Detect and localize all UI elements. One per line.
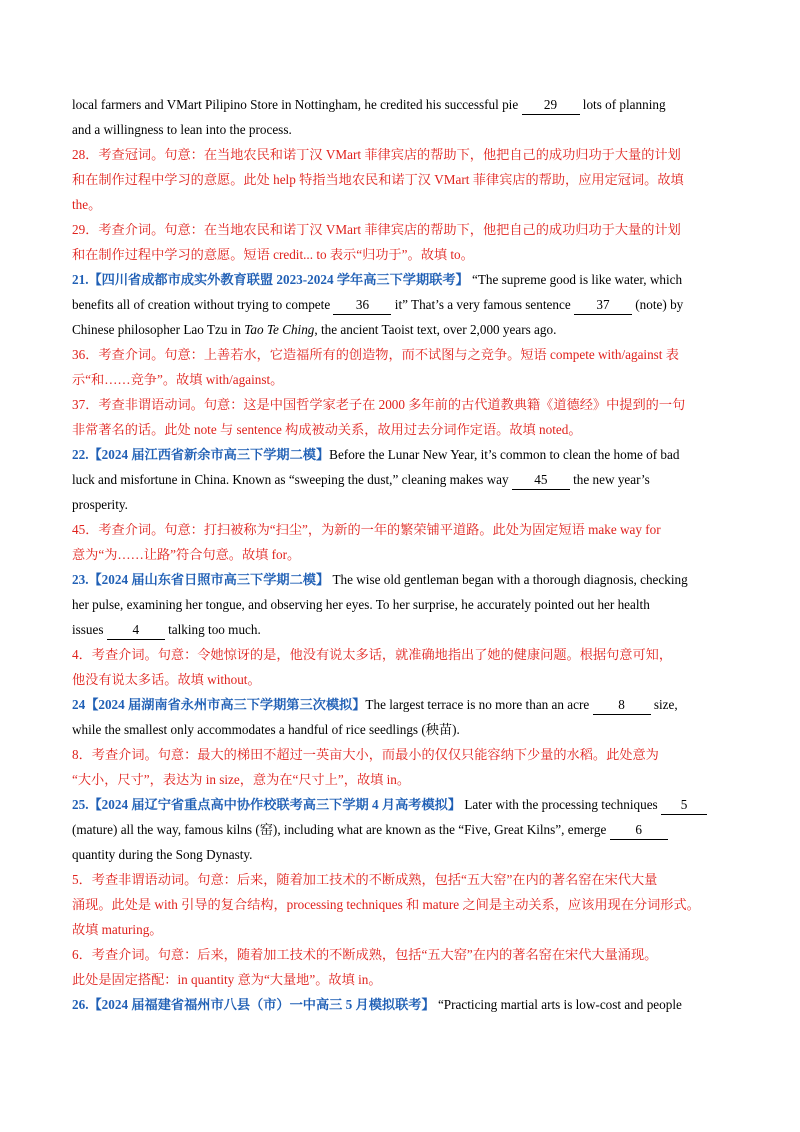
question-26 [72,992,728,1017]
passage-text: The wise old gentleman began with a thorough diagnosis, checking [332,572,688,587]
question-number: 22. [72,447,89,462]
passage-text: local farmers and VMart Pilipino Store in Nottingham, he credited his successful pie [72,97,519,112]
question-24 [72,692,728,742]
question-25 [72,792,728,867]
question-21 [72,267,728,342]
answer-6 [72,942,728,992]
passage-text: lots of planning [582,97,666,112]
blank-37: 37 [574,296,632,315]
question-line [72,317,728,342]
answer-line: 6．考查介词。句意：后来，随着加工技术的不断成熟，包括“五大窑”在内的著名窑在宋代大量涌现。 [72,947,658,962]
answer-28 [72,142,728,217]
passage-text: the new year’s [573,472,650,487]
question-22 [72,442,728,517]
answer-line: 28．考查冠词。句意：在当地农民和诺丁汉 VMart 菲律宾店的帮助下，他把自己的成功归功于大量的计划 [72,147,681,162]
question-number: 26. [72,997,89,1012]
answer-29 [72,217,728,267]
book-title: Tao Te Ching [244,322,315,337]
question-line [72,292,728,317]
question-source: 【2024 届辽宁省重点高中协作校联考高三下学期 4 月高考模拟】 [88,797,462,812]
blank-36: 36 [333,296,391,315]
answer-line: 非常著名的话。此处 note 与 sentence 构成被动关系，故用过去分词作定语。故填 noted。 [72,422,582,437]
blank-6: 6 [610,821,668,840]
question-number: 23. [72,572,89,587]
passage-text: “The supreme good is like water, which [472,272,683,287]
answer-line: 4．考查介词。句意：令她惊讶的是，他没有说太多话，就准确地指出了她的健康问题。根据句意可知， [72,647,673,662]
blank-4: 4 [107,621,165,640]
question-line [72,442,728,467]
passage-text: issues [72,622,104,637]
passage-text: (note) by [635,297,684,312]
question-line [72,567,728,592]
answer-8 [72,742,728,792]
question-line [72,692,728,717]
answer-line: 他没有说太多话。故填 without。 [72,672,261,687]
passage-text: (mature) all the way, famous kilns (窑), including what are known as the “Five, Great Kilns”, emerge [72,822,607,837]
question-number: 21. [72,272,89,287]
question-source: 【2024 届湖南省永州市高三下学期第三次模拟】 [85,697,366,712]
answer-line: 涌现。此处是 with 引导的复合结构，processing techniques 和 mature 之间是主动关系，应该用现在分词形式。 [72,897,700,912]
question-line [72,792,728,817]
document-page [72,92,728,1017]
blank-29: 29 [522,96,580,115]
passage-text: size, [653,697,678,712]
question-line: her pulse, examining her tongue, and observing her eyes. To her surprise, he accurately pointed out her health [72,597,650,612]
answer-line: 故填 maturing。 [72,922,163,937]
passage-line [72,92,728,117]
passage-text: luck and misfortune in China. Known as “sweeping the dust,” cleaning makes way [72,472,509,487]
answer-line: 示“和……竞争”。故填 with/against。 [72,372,284,387]
answer-line: 和在制作过程中学习的意愿。短语 credit... to 表示“归功于”。故填 to。 [72,247,474,262]
answer-line: 8．考查介词。句意：最大的梯田不超过一英亩大小，而最小的仅仅只能容纳下少量的水稻。此处意为 [72,747,659,762]
question-source: 【2024 届山东省日照市高三下学期二模】 [88,572,330,587]
question-line [72,267,728,292]
answer-line: “大小，尺寸”，表达为 in size，意为在“尺寸上”，故填 in。 [72,772,411,787]
question-line [72,467,728,492]
question-line: prosperity. [72,497,128,512]
question-source: 【四川省成都市成实外教育联盟 2023-2024 学年高三下学期联考】 [88,272,469,287]
passage-text: Before the Lunar New Year, it’s common to clean the home of bad [329,447,680,462]
question-line: quantity during the Song Dynasty. [72,847,253,862]
passage-text: The largest terrace is no more than an acre [365,697,590,712]
passage-text: it” That’s a very famous sentence [394,297,571,312]
answer-37 [72,392,728,442]
blank-8: 8 [593,696,651,715]
answer-line: 和在制作过程中学习的意愿。此处 help 特指当地农民和诺丁汉 VMart 菲律宾店的帮助，应用定冠词。故填 [72,172,684,187]
answer-5 [72,867,728,942]
answer-line: 意为“为……让路”符合句意。故填 for。 [72,547,301,562]
question-source: 【2024 届福建省福州市八县（市）一中高三 5 月模拟联考】 [88,997,435,1012]
answer-line: 此处是固定搭配：in quantity 意为“大量地”。故填 in。 [72,972,382,987]
passage-line: and a willingness to lean into the process. [72,122,292,137]
passage-text: talking too much. [168,622,261,637]
question-23 [72,567,728,642]
question-line [72,992,728,1017]
blank-5: 5 [661,796,707,815]
passage-text: “Practicing martial arts is low-cost and people [437,997,682,1012]
answer-line: 5．考查非谓语动词。句意：后来，随着加工技术的不断成熟，包括“五大窑”在内的著名窑在宋代大量 [72,872,658,887]
question-number: 24 [72,697,86,712]
answer-line: the。 [72,197,102,212]
passage-text: benefits all of creation without trying to compete [72,297,331,312]
answer-line: 29．考查介词。句意：在当地农民和诺丁汉 VMart 菲律宾店的帮助下，他把自己的成功归功于大量的计划 [72,222,681,237]
answer-45 [72,517,728,567]
question-source: 【2024 届江西省新余市高三下学期二模】 [88,447,330,462]
answer-line: 37．考查非谓语动词。句意：这是中国哲学家老子在 2000 多年前的古代道教典籍《道德经》中提到的一句 [72,397,686,412]
question-line: while the smallest only accommodates a handful of rice seedlings (秧苗). [72,722,460,737]
passage-text: , the ancient Taoist text, over 2,000 years ago. [314,322,557,337]
question-line [72,817,728,842]
answer-4 [72,642,728,692]
blank-45: 45 [512,471,570,490]
answer-line: 45．考查介词。句意：打扫被称为“扫尘”，为新的一年的繁荣铺平道路。此处为固定短语 make way for [72,522,661,537]
passage-text: Chinese philosopher Lao Tzu in [72,322,241,337]
question-line [72,617,728,642]
answer-line: 36．考查介词。句意：上善若水，它造福所有的创造物，而不试图与之竞争。短语 compete with/against 表 [72,347,679,362]
answer-36 [72,342,728,392]
passage-text: Later with the processing techniques [464,797,658,812]
question-number: 25. [72,797,89,812]
